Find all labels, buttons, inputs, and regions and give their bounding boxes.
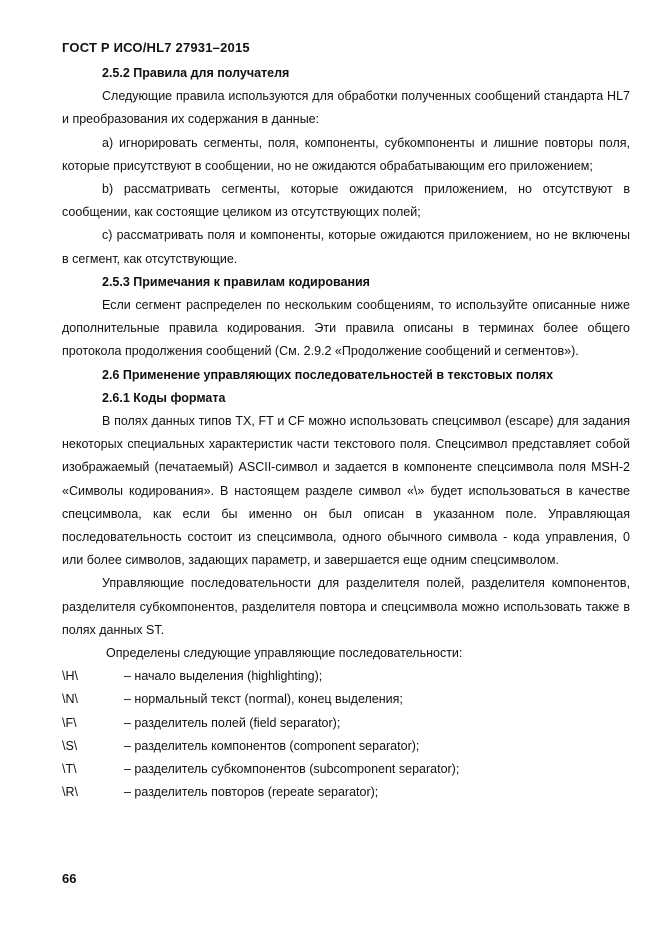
escape-sequence-row [62, 735, 630, 758]
escape-description: – разделитель компонентов (component separator); [124, 738, 420, 753]
escape-code: \N\ [62, 692, 78, 707]
escape-sequence-row [62, 688, 630, 711]
paragraph: b) рассматривать сегменты, которые ожидаются приложением, но отсутствуют в сообщении, как состоящие целиком из отсутствующих полей; [62, 182, 630, 220]
text-blocks [62, 62, 630, 665]
paragraph: Следующие правила используются для обработки полученных сообщений стандарта HL7 и преобразования их содержания в данные: [62, 89, 630, 127]
document-body [62, 62, 630, 805]
escape-code: \F\ [62, 715, 77, 730]
escape-sequence-row [62, 665, 630, 688]
escape-code: \T\ [62, 762, 77, 777]
escape-code: \S\ [62, 738, 78, 753]
section-heading: 2.5.3 Примечания к правилам кодирования [102, 274, 370, 289]
paragraph: Управляющие последовательности для разделителя полей, разделителя компонентов, разделителя субкомпонентов, разделителя повтора и спецсимвола можно использовать также в полях данных ST. [62, 576, 630, 637]
escape-description: – разделитель повторов (repeate separator); [124, 785, 379, 800]
escape-code: \H\ [62, 669, 78, 684]
escape-sequence-row [62, 781, 630, 804]
section-heading: 2.5.2 Правила для получателя [102, 66, 290, 80]
section-heading: 2.6.1 Коды формата [102, 390, 226, 405]
escape-sequence-row [62, 712, 630, 735]
paragraph: В полях данных типов TX, FT и CF можно использовать спецсимвол (escape) для задания некоторых специальных характеристик части текстового поля. Спецсимвол представляет собой изображаемый (печатаемый) ASCII-символ и задается в компоненте спецсимвола поля MSH-2 «Символы кодирования». В настоящем разделе символ «\» будет использоваться в качестве спецсимвола, как если бы именно он был описан в указанном поле. Управляющая последовательность состоит из спецсимвола, одного обычного символа - кода управления, 0 или более символов, задающих параметр, и завершается еще одним спецсимволом. [62, 414, 630, 568]
section-heading: 2.6 Применение управляющих последовательностей в текстовых полях [102, 367, 554, 382]
paragraph: a) игнорировать сегменты, поля, компоненты, субкомпоненты и лишние повторы поля, которые присутствуют в сообщении, но не ожидаются обрабатывающим его приложением; [62, 135, 630, 173]
list-intro: Определены следующие управляющие последовательности: [106, 646, 463, 661]
escape-sequence-list [62, 665, 630, 804]
page-number: 66 [62, 871, 77, 886]
escape-description: – разделитель субкомпонентов (subcomponent separator); [124, 762, 460, 777]
escape-description: – разделитель полей (field separator); [124, 715, 341, 730]
escape-description: – нормальный текст (normal), конец выделения; [124, 692, 403, 707]
document-header: ГОСТ Р ИСО/HL7 27931–2015 [62, 40, 250, 55]
escape-description: – начало выделения (highlighting); [124, 669, 323, 684]
paragraph: c) рассматривать поля и компоненты, которые ожидаются приложением, но не включены в сегмент, как отсутствующие. [62, 228, 630, 266]
paragraph: Если сегмент распределен по нескольким сообщениям, то используйте описанные ниже дополнительные правила кодирования. Эти правила описаны в терминах более общего протокола продолжения сообщений (См. 2.9.2 «Продолжение сообщений и сегментов»). [62, 298, 630, 359]
escape-sequence-row [62, 758, 630, 781]
escape-code: \R\ [62, 785, 78, 800]
